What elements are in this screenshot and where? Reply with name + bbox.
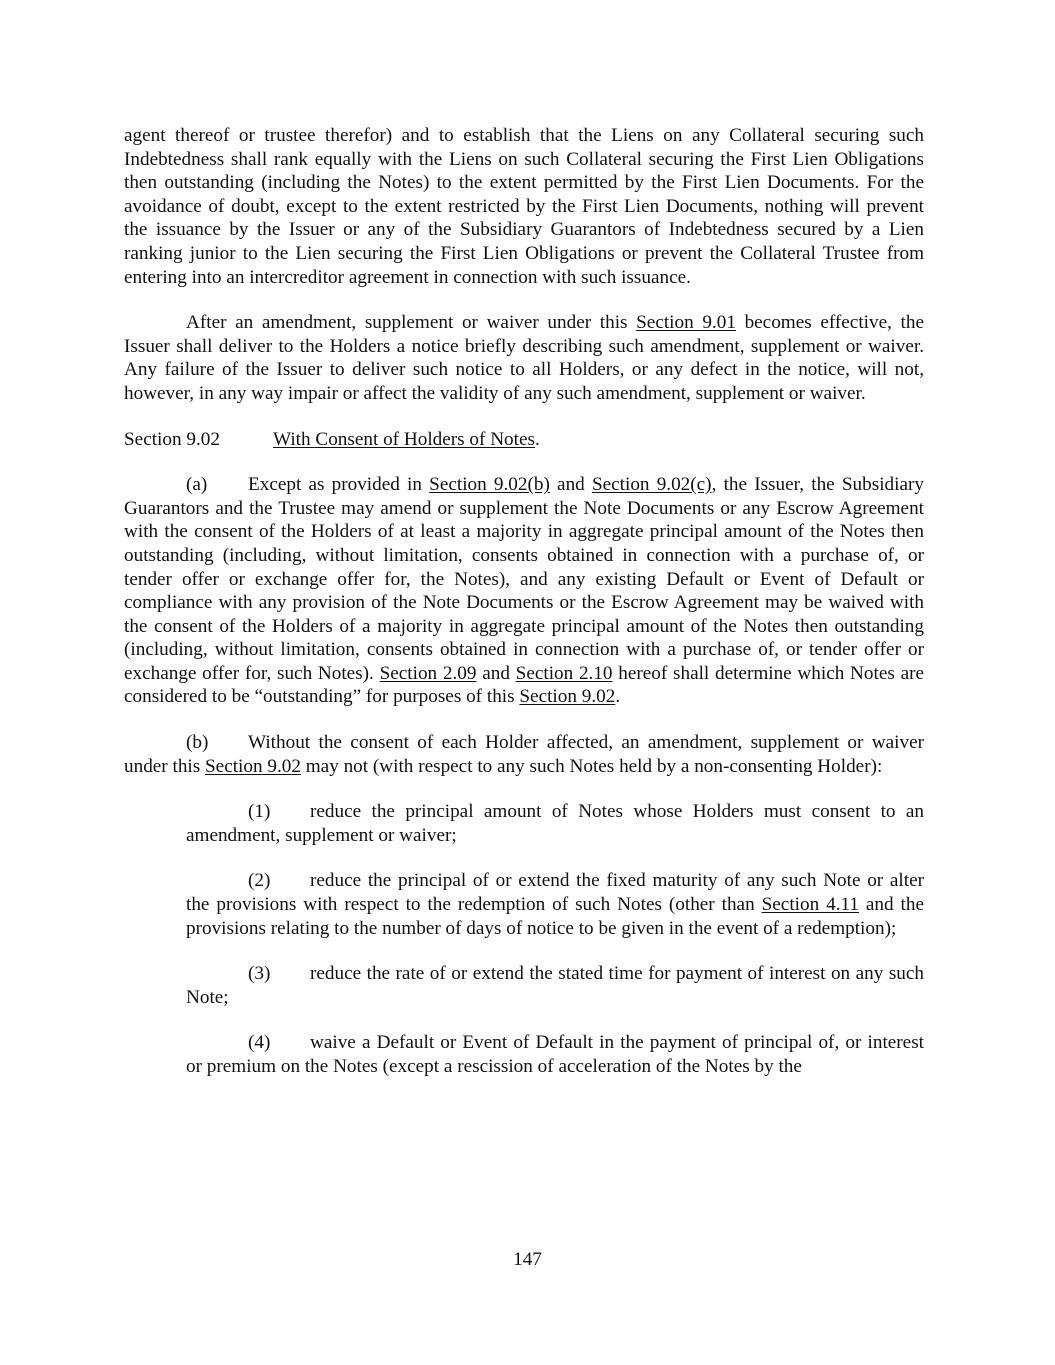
section-reference-link[interactable]: Section 9.01 (636, 312, 736, 334)
section-reference-link[interactable]: Section 2.10 (515, 662, 613, 684)
section-reference-link[interactable]: Section 9.02(b) (429, 474, 550, 496)
document-page (124, 124, 924, 1079)
item-label: (2) (248, 870, 271, 892)
paragraph-text: agent thereof or trustee therefor) and to establish that the Liens on any Collateral securing such Indebtedness shall rank equally with the Liens on such Collateral securing the First Lien Obligations then outstanding (including the Notes) to the extent permitted by the First Lien Documents. For the avoidance of doubt, except to the extent restricted by the First Lien Documents, nothing will prevent the issuance by the Issuer or any of the Subsidiary Guarantors of Indebtedness secured by a Lien ranking junior to the Lien securing the First Lien Obligations or prevent the Collateral Trustee from entering into an intercreditor agreement in connection with such issuance. (124, 125, 924, 288)
list-item-2: (2) reduce the principal of or extend the fixed maturity of any such Note or alter the provisions with respect to the redemption of such Notes (other than Section 4.11 and the provisions relating to the number of days of notice to be given in the event of a redemption); (186, 870, 924, 939)
list-item-3: (3) reduce the rate of or extend the stated time for payment of interest on any such Note; (186, 963, 924, 1008)
list-item-1: (1) reduce the principal amount of Notes whose Holders must consent to an amendment, supplement or waiver; (186, 801, 924, 846)
section-heading: Section 9.02 With Consent of Holders of Notes. (124, 428, 540, 450)
clause-label: (a) (186, 474, 208, 496)
section-reference-link[interactable]: Section 9.02 (519, 686, 616, 708)
item-label: (3) (248, 963, 271, 985)
page-number: 147 (513, 1249, 542, 1270)
clause-label: (b) (186, 732, 209, 754)
section-reference-link[interactable]: Section 9.02 (205, 755, 301, 777)
list-item-4: (4) waive a Default or Event of Default in the payment of principal of, or interest or premium on the Notes (except a rescission of acceleration of the Notes by the (186, 1032, 924, 1077)
paragraph-notice: After an amendment, supplement or waiver under this Section 9.01 becomes effective, the Issuer shall deliver to the Holders a notice briefly describing such amendment, supplement or waiver. Any failure of the Issuer to deliver such notice to all Holders, or any defect in the notice, will not, however, in any way impair or affect the validity of any such amendment, supplement or waiver. (124, 312, 924, 404)
paragraph-a: (a) Except as provided in Section 9.02(b) and Section 9.02(c), the Issuer, the Subsidiary Guarantors and the Trustee may amend or supplement the Note Documents or any Escrow Agreement with the consent of the Holders of at least a majority in aggregate principal amount of the Notes then outstanding (including, without limitation, consents obtained in connection with a purchase of, or tender offer or exchange offer for, the Notes), and any existing Default or Event of Default or compliance with any provision of the Note Documents or the Escrow Agreement may be waived with the consent of the Holders of a majority in aggregate principal amount of the Notes then outstanding (including, without limitation, consents obtained in connection with a purchase of, or tender offer or exchange offer for, such Notes). Section 2.09 and Section 2.10 hereof shall determine which Notes are considered to be “outstanding” for purposes of this Section 9.02. (124, 474, 924, 708)
section-title: With Consent of Holders of Notes (273, 428, 535, 450)
paragraph-b: (b) Without the consent of each Holder affected, an amendment, supplement or waiver under this Section 9.02 may not (with respect to any such Notes held by a non-consenting Holder): (124, 732, 924, 777)
item-label: (1) (248, 801, 271, 823)
item-label: (4) (248, 1032, 271, 1054)
section-reference-link[interactable]: Section 2.09 (379, 662, 477, 684)
section-number: Section 9.02 (124, 428, 220, 450)
paragraph-intercreditor (124, 124, 924, 289)
section-reference-link[interactable]: Section 4.11 (761, 894, 859, 916)
section-reference-link[interactable]: Section 9.02(c) (591, 474, 712, 496)
